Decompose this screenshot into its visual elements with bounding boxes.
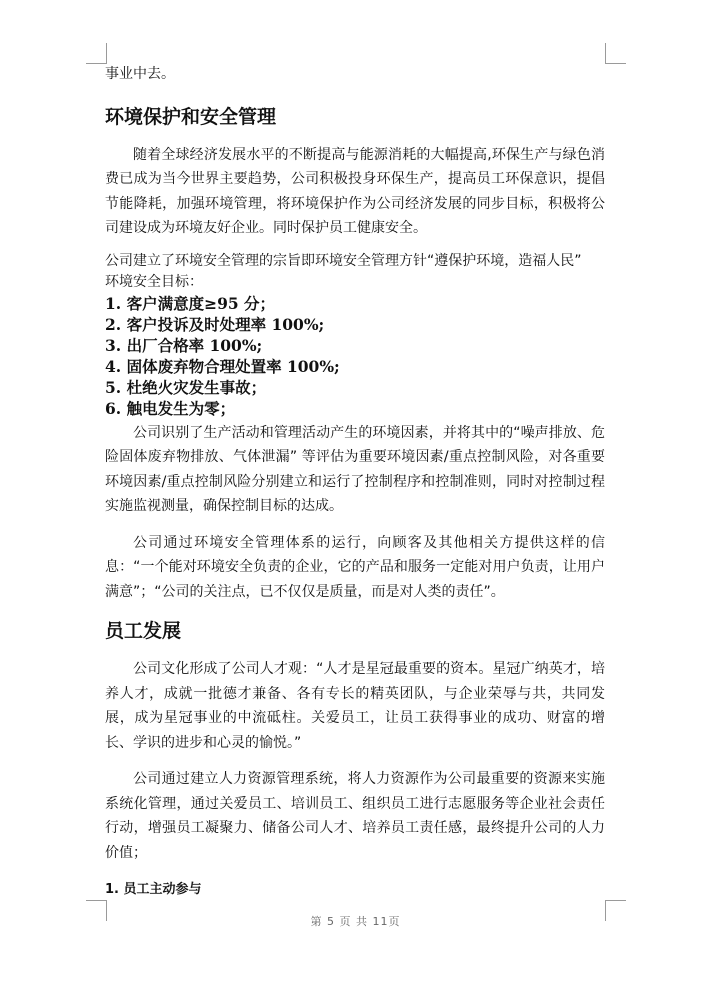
margin-mark-top-right bbox=[605, 43, 626, 64]
env-paragraph-2: 公司识别了生产活动和管理活动产生的环境因素，并将其中的“噪声排放、危险固体废弃物排放、气体泄漏” 等评估为重要环境因素/重点控制风险，对各重要环境因素/重点控制风险分别建立和运行了控制程序和控制准则，同时对控制过程实施监视测量，确保控制目标的达成。 bbox=[105, 424, 605, 514]
goal-item: 1. 客户满意度≥95 分； bbox=[105, 293, 276, 313]
goal-item: 6. 触电发生为零； bbox=[105, 398, 236, 418]
env-paragraph-3: 公司通过环境安全管理体系的运行，向顾客及其他相关方提供这样的信息：“一个能对环境安全负责的企业，它的产品和服务一定能对用户负责，让用户满意”；“公司的关注点，已不仅仅是质量，而是对人类的责任”。 bbox=[105, 534, 605, 600]
staff-paragraph-2: 公司通过建立人力资源管理系统，将人力资源作为公司最重要的资源来实施系统化管理，通过关爱员工、培训员工、组织员工进行志愿服务等企业社会责任行动，增强员工凝聚力、储备公司人才、培养员工责任感，最终提升公司的人力价值； bbox=[105, 771, 605, 861]
goal-item: 2. 客户投诉及时处理率 100%; bbox=[105, 314, 325, 334]
goal-item: 5. 杜绝火灾发生事故； bbox=[105, 377, 267, 397]
subheading-staff-participation: 1. 员工主动参与 bbox=[105, 882, 202, 897]
env-paragraph-1: 随着全球经济发展水平的不断提高与能源消耗的大幅提高,环保生产与绿色消费已成为当今世界主要趋势，公司积极投身环保生产，提高员工环保意识，提倡节能降耗，加强环境管理，将环境保护作为公司经济发展的同步目标，积极将公司建设成为环境友好企业。同时保护员工健康安全。 bbox=[105, 146, 605, 236]
goal-item: 3. 出厂合格率 100%; bbox=[105, 335, 263, 355]
margin-mark-top-left bbox=[86, 43, 107, 64]
continuation-text: 事业中去。 bbox=[105, 66, 175, 82]
heading-environment-safety: 环境保护和安全管理 bbox=[105, 105, 277, 128]
goal-item: 4. 固体废弃物合理处置率 100%; bbox=[105, 356, 340, 376]
env-goals-label: 环境安全目标： bbox=[105, 273, 203, 290]
env-policy-line: 公司建立了环境安全管理的宗旨即环境安全管理方针“遵保护环境，造福人民” bbox=[105, 252, 582, 269]
page-footer: 第 5 页 共 11页 bbox=[310, 915, 401, 928]
env-goals-list bbox=[105, 293, 605, 419]
page-body bbox=[105, 62, 605, 901]
heading-staff-development: 员工发展 bbox=[105, 620, 182, 642]
staff-paragraph-1: 公司文化形成了公司人才观：“人才是星冠最重要的资本。星冠广纳英才，培养人才，成就一批德才兼备、各有专长的精英团队，与企业荣辱与共，共同发展，成为星冠事业的中流砥柱。关爱员工，让员工获得事业的成功、财富的增长、学识的进步和心灵的愉悦。” bbox=[105, 661, 605, 751]
